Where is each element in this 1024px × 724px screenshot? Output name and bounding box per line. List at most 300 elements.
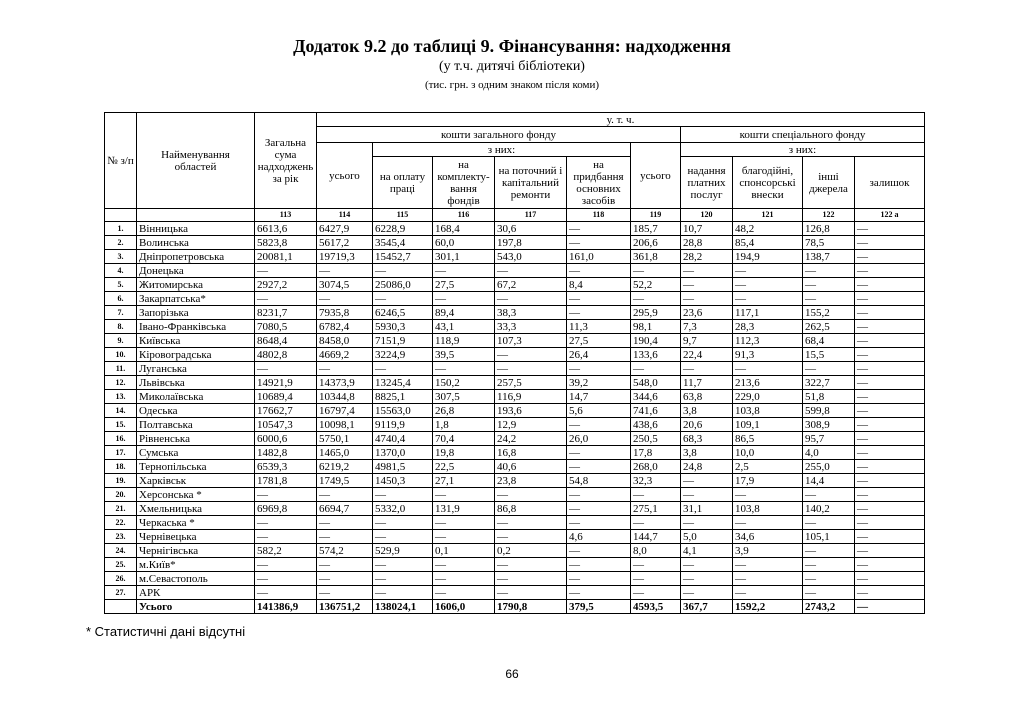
table-row: [105, 404, 925, 418]
region-name: Рівненська: [137, 432, 255, 446]
table-cell: —: [855, 236, 925, 250]
table-cell: —: [681, 488, 733, 502]
table-cell: 2927,2: [255, 278, 317, 292]
table-cell: —: [855, 404, 925, 418]
table-cell: 529,9: [373, 544, 433, 558]
table-row: [105, 236, 925, 250]
code-blank: [137, 209, 255, 222]
row-number: 26.: [105, 572, 137, 586]
table-cell: 85,4: [733, 236, 803, 250]
table-cell: —: [567, 418, 631, 432]
table-cell: —: [631, 586, 681, 600]
table-cell: 6246,5: [373, 306, 433, 320]
table-cell: 344,6: [631, 390, 681, 404]
table-cell: —: [855, 264, 925, 278]
table-cell: —: [255, 572, 317, 586]
table-cell: 27,5: [433, 278, 495, 292]
row-number: 27.: [105, 586, 137, 600]
table-cell: 257,5: [495, 376, 567, 390]
table-cell: 0,2: [495, 544, 567, 558]
header-general-fund: кошти загального фонду: [317, 127, 681, 143]
table-cell: 9,7: [681, 334, 733, 348]
header-num: № з/п: [105, 113, 137, 209]
table-cell: —: [681, 572, 733, 586]
table-cell: —: [433, 558, 495, 572]
table-header: [105, 113, 925, 222]
table-cell: 26,8: [433, 404, 495, 418]
table-cell: 15452,7: [373, 250, 433, 264]
region-name: Київська: [137, 334, 255, 348]
table-row: [105, 460, 925, 474]
column-code: 114: [317, 209, 373, 222]
table-cell: 12,9: [495, 418, 567, 432]
table-cell: —: [681, 362, 733, 376]
table-row: [105, 320, 925, 334]
table-cell: 599,8: [803, 404, 855, 418]
table-row: [105, 418, 925, 432]
table-cell: 6539,3: [255, 460, 317, 474]
table-cell: 4981,5: [373, 460, 433, 474]
table-cell: 4802,8: [255, 348, 317, 362]
table-cell: 3545,4: [373, 236, 433, 250]
table-cell: —: [855, 222, 925, 236]
table-cell: —: [255, 516, 317, 530]
table-cell: 0,1: [433, 544, 495, 558]
table-cell: —: [681, 558, 733, 572]
region-name: Черкаська *: [137, 516, 255, 530]
table-cell: —: [433, 264, 495, 278]
table-cell: —: [567, 572, 631, 586]
table-cell: —: [317, 264, 373, 278]
region-name: Херсонська *: [137, 488, 255, 502]
table-cell: 28,2: [681, 250, 733, 264]
table-cell: 23,8: [495, 474, 567, 488]
table-cell: —: [855, 432, 925, 446]
table-cell: —: [681, 516, 733, 530]
row-number: 19.: [105, 474, 137, 488]
table-cell: —: [317, 292, 373, 306]
table-cell: 103,8: [733, 502, 803, 516]
table-body: [105, 222, 925, 614]
table-row: [105, 306, 925, 320]
table-cell: 54,8: [567, 474, 631, 488]
table-cell: 95,7: [803, 432, 855, 446]
table-cell: 7935,8: [317, 306, 373, 320]
table-cell: —: [631, 516, 681, 530]
table-cell: 89,4: [433, 306, 495, 320]
table-cell: —: [373, 292, 433, 306]
table-cell: 14921,9: [255, 376, 317, 390]
table-cell: —: [433, 572, 495, 586]
region-name: Хмельницька: [137, 502, 255, 516]
table-cell: 308,9: [803, 418, 855, 432]
table-cell: 14,4: [803, 474, 855, 488]
table-cell: 438,6: [631, 418, 681, 432]
table-cell: 30,6: [495, 222, 567, 236]
table-cell: 10689,4: [255, 390, 317, 404]
table-cell: 25086,0: [373, 278, 433, 292]
table-cell: 250,5: [631, 432, 681, 446]
table-cell: —: [855, 250, 925, 264]
table-cell: —: [855, 446, 925, 460]
table-cell: —: [373, 362, 433, 376]
table-cell: 213,6: [733, 376, 803, 390]
table-cell: 1790,8: [495, 600, 567, 614]
table-cell: 295,9: [631, 306, 681, 320]
table-cell: —: [803, 544, 855, 558]
header-acquisition: на комплекту- вання фондів: [433, 157, 495, 209]
region-name: Львівська: [137, 376, 255, 390]
row-number: 16.: [105, 432, 137, 446]
table-row: [105, 278, 925, 292]
table-cell: 116,9: [495, 390, 567, 404]
table-cell: 11,3: [567, 320, 631, 334]
table-cell: 543,0: [495, 250, 567, 264]
table-cell: 5,6: [567, 404, 631, 418]
table-cell: 27,5: [567, 334, 631, 348]
header-salary: на оплату праці: [373, 157, 433, 209]
table-cell: —: [495, 572, 567, 586]
table-cell: 14,7: [567, 390, 631, 404]
table-cell: —: [495, 516, 567, 530]
table-cell: 51,8: [803, 390, 855, 404]
table-cell: 15,5: [803, 348, 855, 362]
table-cell: —: [631, 264, 681, 278]
table-cell: 3224,9: [373, 348, 433, 362]
table-cell: 138,7: [803, 250, 855, 264]
table-cell: 8231,7: [255, 306, 317, 320]
table-cell: 3,8: [681, 404, 733, 418]
table-cell: 194,9: [733, 250, 803, 264]
row-number: 7.: [105, 306, 137, 320]
table-cell: —: [681, 278, 733, 292]
table-cell: 255,0: [803, 460, 855, 474]
table-cell: 39,5: [433, 348, 495, 362]
row-number: 14.: [105, 404, 137, 418]
region-name: м.Севастополь: [137, 572, 255, 586]
table-cell: 1370,0: [373, 446, 433, 460]
table-cell: 582,2: [255, 544, 317, 558]
table-cell: 40,6: [495, 460, 567, 474]
table-cell: 20081,1: [255, 250, 317, 264]
table-cell: 1,8: [433, 418, 495, 432]
table-cell: 67,2: [495, 278, 567, 292]
table-cell: 22,5: [433, 460, 495, 474]
table-cell: —: [567, 586, 631, 600]
table-cell: 34,6: [733, 530, 803, 544]
table-cell: —: [855, 600, 925, 614]
header-total-sum: Загальна сума надходжень за рік: [255, 113, 317, 209]
table-cell: —: [373, 488, 433, 502]
table-cell: —: [681, 264, 733, 278]
table-cell: —: [495, 586, 567, 600]
table-cell: —: [855, 418, 925, 432]
table-cell: —: [803, 362, 855, 376]
table-cell: 28,8: [681, 236, 733, 250]
table-cell: 5,0: [681, 530, 733, 544]
table-cell: —: [495, 292, 567, 306]
region-name: Тернопільська: [137, 460, 255, 474]
header-repairs: на поточний і капітальний ремонти: [495, 157, 567, 209]
table-cell: —: [433, 362, 495, 376]
row-number: 24.: [105, 544, 137, 558]
table-row: [105, 558, 925, 572]
header-region: Найменування областей: [137, 113, 255, 209]
table-cell: 322,7: [803, 376, 855, 390]
table-cell: 161,0: [567, 250, 631, 264]
table-cell: 32,3: [631, 474, 681, 488]
table-cell: —: [803, 488, 855, 502]
table-cell: 131,9: [433, 502, 495, 516]
table-cell: 31,1: [681, 502, 733, 516]
row-number: 6.: [105, 292, 137, 306]
table-cell: 136751,2: [317, 600, 373, 614]
table-row: [105, 488, 925, 502]
table-row: [105, 292, 925, 306]
table-cell: 19,8: [433, 446, 495, 460]
table-cell: 91,3: [733, 348, 803, 362]
column-code: 121: [733, 209, 803, 222]
table-cell: 17662,7: [255, 404, 317, 418]
table-cell: —: [733, 516, 803, 530]
table-cell: —: [317, 362, 373, 376]
table-cell: 103,8: [733, 404, 803, 418]
table-total-row: [105, 600, 925, 614]
column-code: 119: [631, 209, 681, 222]
table-cell: 262,5: [803, 320, 855, 334]
table-cell: —: [855, 306, 925, 320]
table-cell: 20,6: [681, 418, 733, 432]
table-cell: 112,3: [733, 334, 803, 348]
table-cell: —: [855, 390, 925, 404]
column-code: 113: [255, 209, 317, 222]
table-cell: 52,2: [631, 278, 681, 292]
table-row: [105, 530, 925, 544]
table-cell: 150,2: [433, 376, 495, 390]
row-number: 4.: [105, 264, 137, 278]
table-cell: —: [855, 376, 925, 390]
table-row: [105, 572, 925, 586]
table-row: [105, 348, 925, 362]
region-name: АРК: [137, 586, 255, 600]
region-name: Луганська: [137, 362, 255, 376]
table-cell: —: [433, 488, 495, 502]
header-other: інші джерела: [803, 157, 855, 209]
table-cell: 168,4: [433, 222, 495, 236]
table-cell: 6613,6: [255, 222, 317, 236]
table-cell: —: [803, 572, 855, 586]
table-cell: 4669,2: [317, 348, 373, 362]
row-number: 2.: [105, 236, 137, 250]
table-row: [105, 376, 925, 390]
table-cell: 28,3: [733, 320, 803, 334]
table-cell: 1749,5: [317, 474, 373, 488]
table-cell: 10,0: [733, 446, 803, 460]
table-cell: —: [855, 278, 925, 292]
table-cell: —: [567, 222, 631, 236]
header-total-general: усього: [317, 143, 373, 209]
table-cell: 105,1: [803, 530, 855, 544]
table-cell: —: [803, 264, 855, 278]
table-cell: —: [803, 586, 855, 600]
table-cell: 78,5: [803, 236, 855, 250]
table-cell: —: [567, 558, 631, 572]
table-cell: 185,7: [631, 222, 681, 236]
units-note: (тис. грн. з одним знаком після коми): [424, 79, 600, 91]
table-row: [105, 516, 925, 530]
table-cell: —: [495, 488, 567, 502]
table-row: [105, 334, 925, 348]
region-name: Дніпропетровська: [137, 250, 255, 264]
table-cell: —: [733, 292, 803, 306]
table-cell: —: [855, 474, 925, 488]
table-cell: 140,2: [803, 502, 855, 516]
table-cell: 3,8: [681, 446, 733, 460]
header-special-fund: кошти спеціального фонду: [681, 127, 925, 143]
header-incl: у. т. ч.: [317, 113, 925, 127]
table-cell: —: [681, 474, 733, 488]
table-cell: —: [855, 530, 925, 544]
document-title: Додаток 9.2 до таблиці 9. Фінансування: надходження: [293, 36, 731, 56]
table-cell: 5750,1: [317, 432, 373, 446]
table-cell: —: [567, 544, 631, 558]
table-cell: 361,8: [631, 250, 681, 264]
row-number: 21.: [105, 502, 137, 516]
table-cell: 2,5: [733, 460, 803, 474]
table-cell: 1781,8: [255, 474, 317, 488]
table-row: [105, 222, 925, 236]
row-number: 10.: [105, 348, 137, 362]
table-cell: 155,2: [803, 306, 855, 320]
table-cell: 138024,1: [373, 600, 433, 614]
table-cell: —: [733, 488, 803, 502]
table-cell: —: [433, 292, 495, 306]
table-cell: 1606,0: [433, 600, 495, 614]
table-cell: 126,8: [803, 222, 855, 236]
table-cell: —: [803, 292, 855, 306]
table-cell: 27,1: [433, 474, 495, 488]
table-cell: —: [495, 530, 567, 544]
table-cell: 141386,9: [255, 600, 317, 614]
table-cell: —: [495, 264, 567, 278]
table-cell: —: [255, 558, 317, 572]
table-cell: 2743,2: [803, 600, 855, 614]
table-cell: 8825,1: [373, 390, 433, 404]
column-code: 122: [803, 209, 855, 222]
table-cell: 193,6: [495, 404, 567, 418]
table-cell: —: [567, 236, 631, 250]
table-row: [105, 446, 925, 460]
table-row: [105, 250, 925, 264]
table-cell: —: [255, 264, 317, 278]
table-cell: 7,3: [681, 320, 733, 334]
table-cell: 307,5: [433, 390, 495, 404]
table-cell: 8,0: [631, 544, 681, 558]
table-cell: 26,4: [567, 348, 631, 362]
table-cell: 3074,5: [317, 278, 373, 292]
table-cell: 197,8: [495, 236, 567, 250]
column-code: 115: [373, 209, 433, 222]
table-cell: 17,9: [733, 474, 803, 488]
table-cell: 48,2: [733, 222, 803, 236]
table-cell: —: [567, 516, 631, 530]
table-cell: —: [733, 362, 803, 376]
row-number: [105, 600, 137, 614]
table-cell: 109,1: [733, 418, 803, 432]
table-cell: 10,7: [681, 222, 733, 236]
table-cell: 7080,5: [255, 320, 317, 334]
table-cell: —: [855, 544, 925, 558]
table-cell: —: [855, 292, 925, 306]
table-cell: —: [373, 264, 433, 278]
table-cell: 24,8: [681, 460, 733, 474]
table-cell: 7151,9: [373, 334, 433, 348]
region-name: Харківськ: [137, 474, 255, 488]
table-cell: 206,6: [631, 236, 681, 250]
table-cell: —: [317, 558, 373, 572]
table-cell: —: [803, 278, 855, 292]
table-cell: 68,4: [803, 334, 855, 348]
region-name: Сумська: [137, 446, 255, 460]
table-cell: 13245,4: [373, 376, 433, 390]
column-code: 122 а: [855, 209, 925, 222]
table-cell: 26,0: [567, 432, 631, 446]
table-cell: —: [255, 292, 317, 306]
column-code: 120: [681, 209, 733, 222]
header-of-them-general: з них:: [373, 143, 631, 157]
table-cell: 86,8: [495, 502, 567, 516]
table-cell: 367,7: [681, 600, 733, 614]
table-cell: —: [373, 586, 433, 600]
row-number: 15.: [105, 418, 137, 432]
table-cell: 301,1: [433, 250, 495, 264]
table-cell: 86,5: [733, 432, 803, 446]
table-cell: —: [681, 292, 733, 306]
table-cell: 8,4: [567, 278, 631, 292]
table-cell: 23,6: [681, 306, 733, 320]
table-cell: 98,1: [631, 320, 681, 334]
table-cell: 9119,9: [373, 418, 433, 432]
table-cell: 16,8: [495, 446, 567, 460]
table-cell: 24,2: [495, 432, 567, 446]
table-cell: 5823,8: [255, 236, 317, 250]
table-cell: —: [433, 586, 495, 600]
table-cell: —: [567, 502, 631, 516]
table-cell: 60,0: [433, 236, 495, 250]
table-cell: 6228,9: [373, 222, 433, 236]
table-cell: —: [855, 348, 925, 362]
table-cell: 6219,2: [317, 460, 373, 474]
table-cell: 22,4: [681, 348, 733, 362]
table-row: [105, 264, 925, 278]
table-cell: —: [855, 516, 925, 530]
column-code: 116: [433, 209, 495, 222]
table-cell: 118,9: [433, 334, 495, 348]
table-cell: —: [631, 292, 681, 306]
table-cell: 38,3: [495, 306, 567, 320]
table-cell: 117,1: [733, 306, 803, 320]
table-cell: —: [373, 530, 433, 544]
header-of-them-special: з них:: [681, 143, 925, 157]
table-row: [105, 432, 925, 446]
table-cell: 4,6: [567, 530, 631, 544]
table-cell: 63,8: [681, 390, 733, 404]
table-row: [105, 390, 925, 404]
region-name: Полтавська: [137, 418, 255, 432]
table-cell: 43,1: [433, 320, 495, 334]
table-cell: —: [733, 586, 803, 600]
table-cell: 10098,1: [317, 418, 373, 432]
